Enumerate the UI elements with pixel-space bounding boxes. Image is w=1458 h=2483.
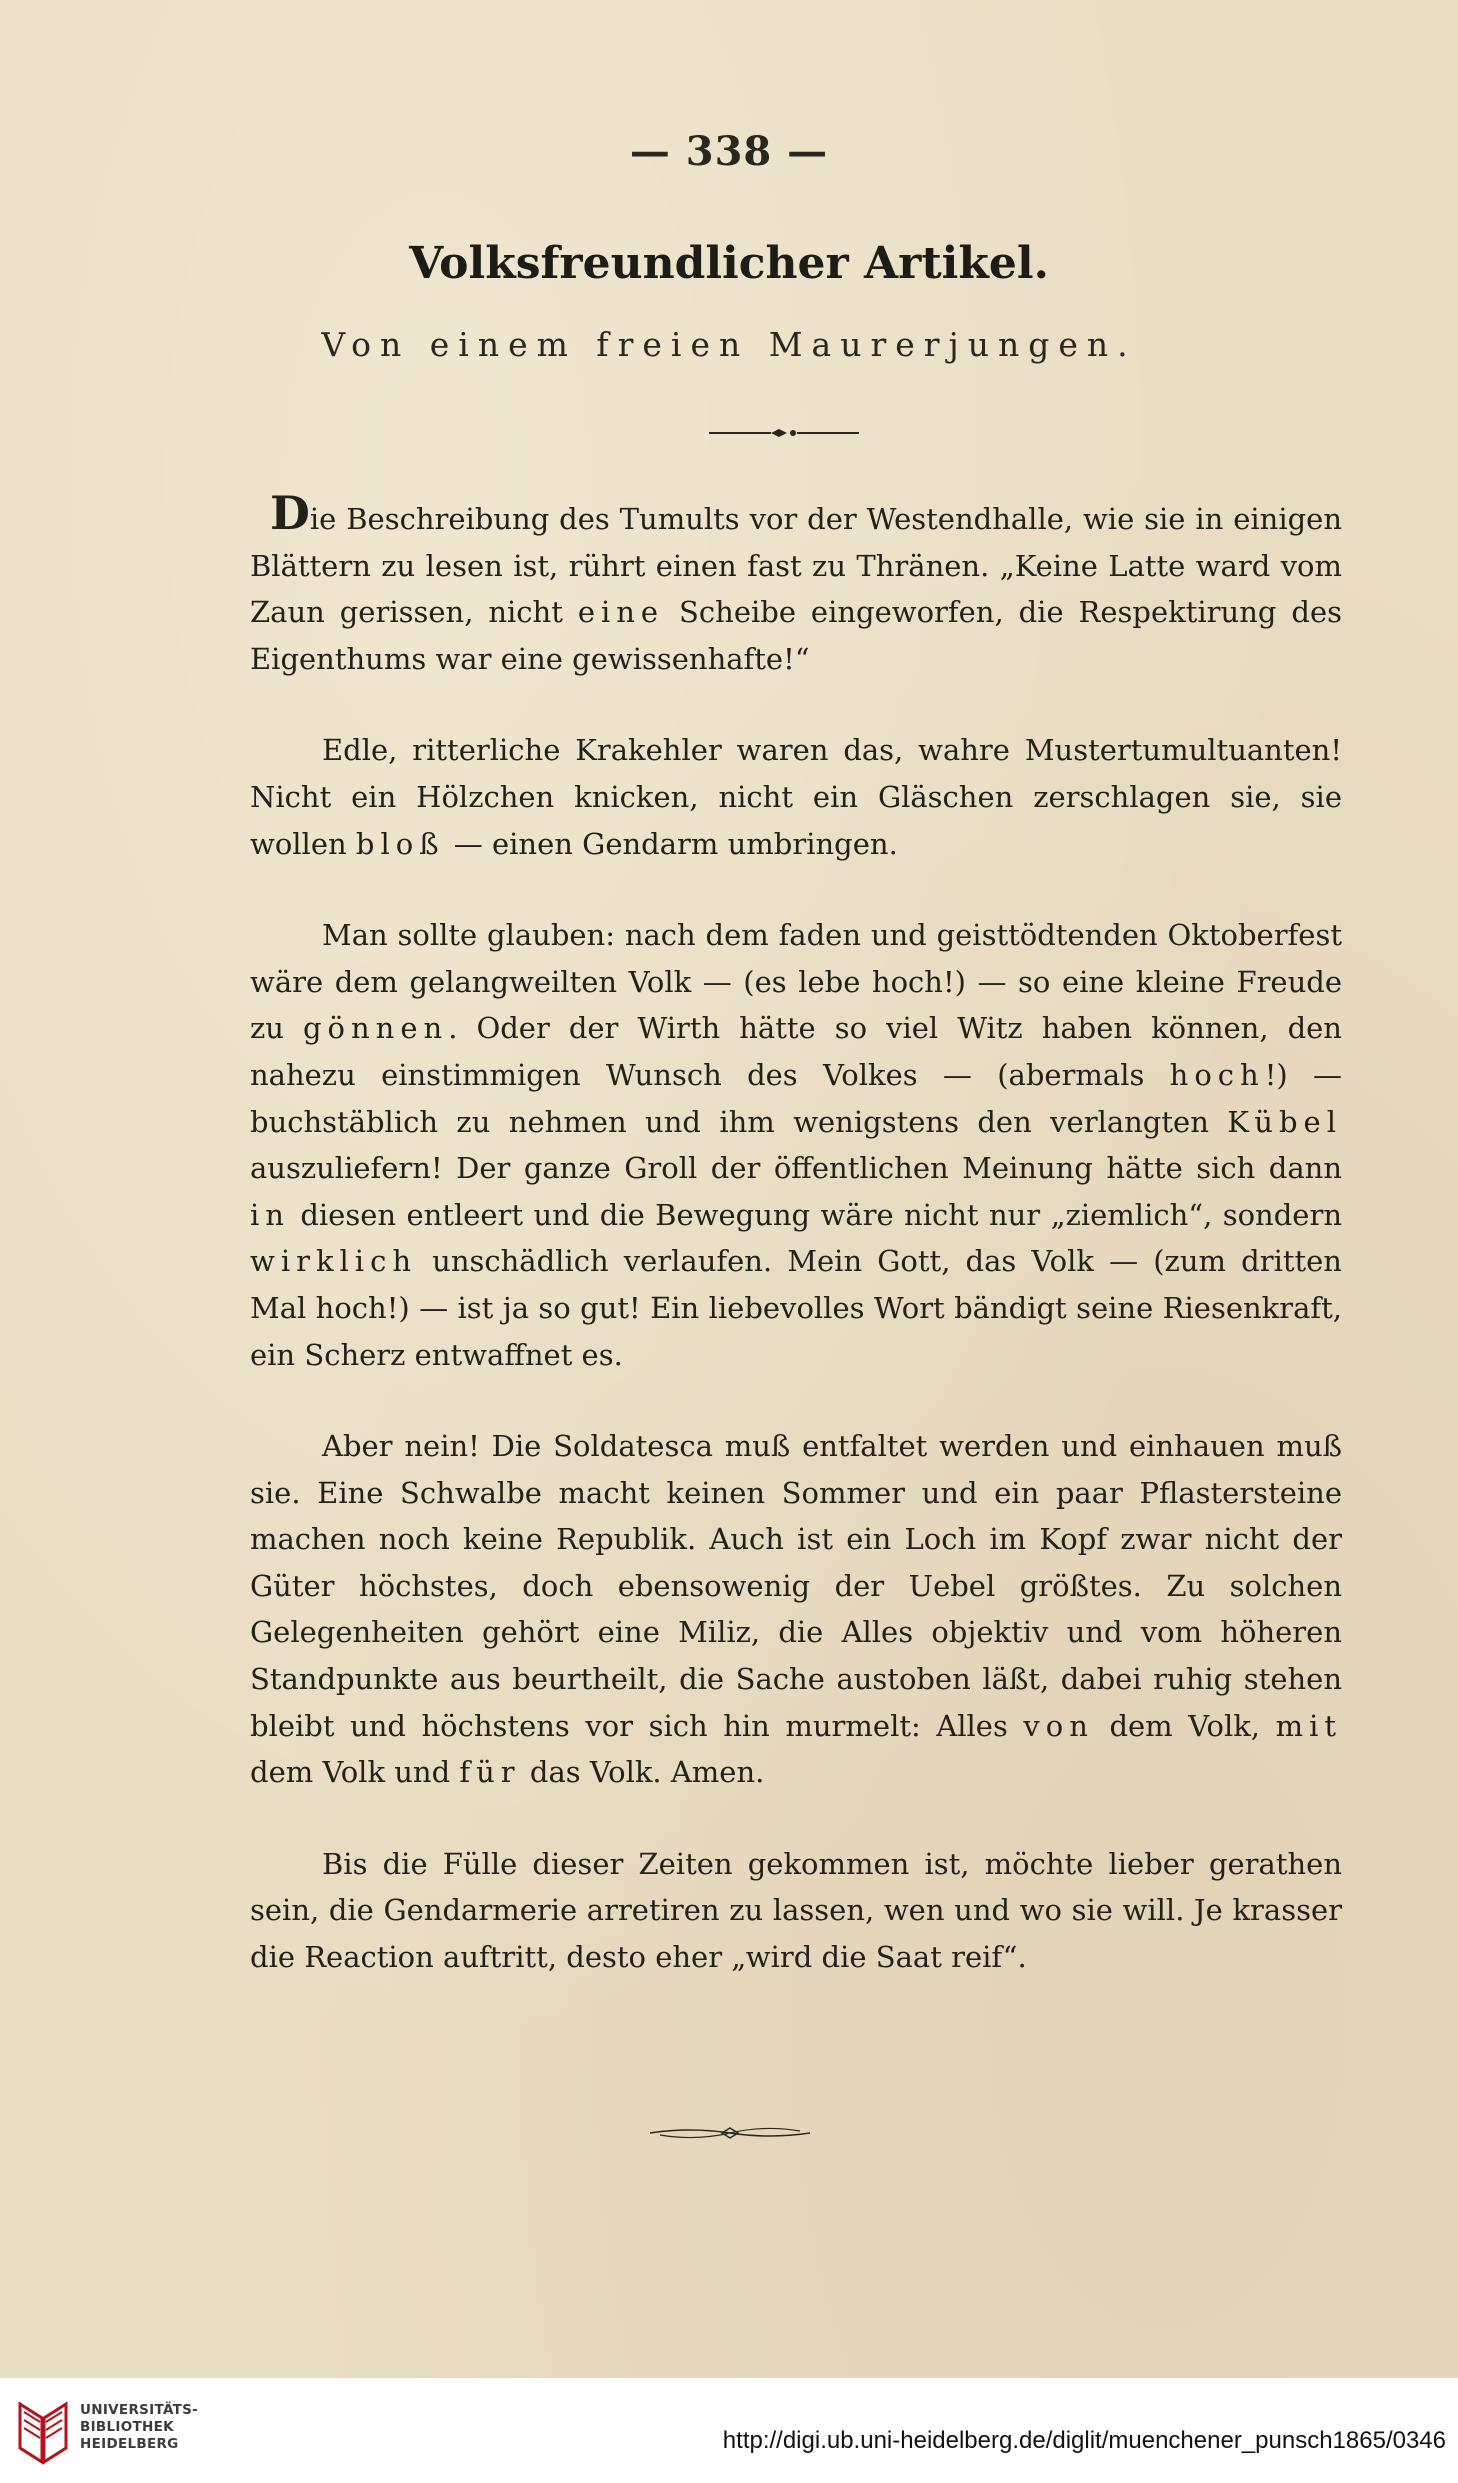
university-library-logo-icon xyxy=(14,2398,72,2468)
divider-ornament-top xyxy=(709,426,859,440)
paragraph-1: Die Beschreibung des Tumults vor der Westendhalle, wie sie in einigen Blättern zu lesen ist, rührt einen fast zu Thränen. „Keine Latte ward vom Zaun gerissen, nicht eine Scheibe eingeworfen, die Respektirung des Eigenthums war eine gewissenhafte!“ xyxy=(250,486,1342,676)
article-title: Volksfreundlicher Artikel. xyxy=(409,238,1049,289)
drop-cap: D xyxy=(270,486,310,540)
article-subtitle: Von einem freien Maurerjungen. xyxy=(321,325,1137,364)
paragraph-2: Edle, ritterliche Krakehler waren das, wahre Mustertumultuanten! Nicht ein Hölzchen knicken, nicht ein Gläschen zerschlagen sie, sie wollen bloß — einen Gendarm umbringen. xyxy=(250,733,1342,861)
paragraph-5: Bis die Fülle dieser Zeiten gekommen ist, möchte lieber gerathen sein, die Gendarmerie arretiren zu lassen, wen und wo sie will. Je krasser die Reaction auftritt, desto eher „wird die Saat reif“. xyxy=(250,1846,1342,1975)
page-number: — 338 — xyxy=(629,128,829,175)
paragraph-3: Man sollte glauben: nach dem faden und geisttödtenden Oktoberfest wäre dem gelangweilten Volk — (es lebe hoch!) — so eine kleine Freude zu gönnen. Oder der Wirth hätte so viel Witz haben können, den nahezu einstimmigen Wunsch des Volkes — (abermals hoch!) — buchstäblich zu nehmen und ihm wenigstens den verlangten Kübel auszuliefern! Der ganze Groll der öffentlichen Meinung hätte sich dann in diesen entleert und die Bewegung wäre nicht nur „ziemlich“, sondern wirklich unschädlich verlaufen. Mein Gott, das Volk — (zum dritten Mal hoch!) — ist ja so gut! Ein liebevolles Wort bändigt seine Riesenkraft, ein Scherz entwaffnet es. xyxy=(250,918,1343,1372)
paragraph-4: Aber nein! Die Soldatesca muß entfaltet werden und einhauen muß sie. Eine Schwalbe macht keinen Sommer und ein paar Pflastersteine machen noch keine Republik. Auch ist ein Loch im Kopf zwar nicht der Güter höchstes, doch ebensowenig der Uebel größtes. Zu solchen Gelegenheiten gehört eine Miliz, die Alles objektiv und vom höheren Standpunkte aus beurtheilt, die Sache austoben läßt, dabei ruhig stehen bleibt und höchstens vor sich hin murmelt: Alles von dem Volk, mit dem Volk und für das Volk. Amen. xyxy=(250,1429,1343,1790)
divider-ornament-bottom xyxy=(650,2123,810,2143)
library-name: UNIVERSITÄTS- BIBLIOTHEK HEIDELBERG xyxy=(80,2402,199,2452)
source-url: http://digi.ub.uni-heidelberg.de/diglit/muenchener_punsch1865/0346 xyxy=(722,2427,1446,2454)
article-body xyxy=(250,486,1343,2026)
